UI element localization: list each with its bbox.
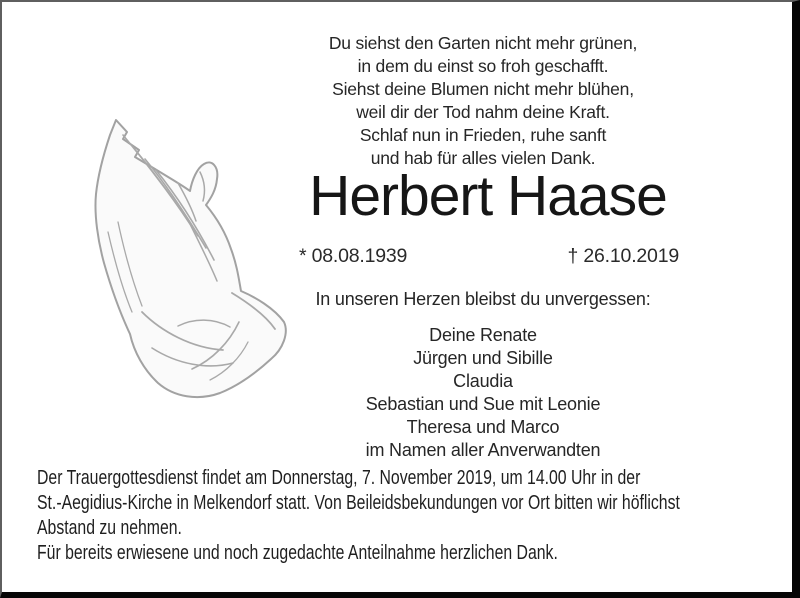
service-line: St.-Aegidius-Kirche in Melkendorf statt. Von Beileidsbekundungen vor Ort bitten wir höflichst [37,492,680,514]
poem-line: weil dir der Tod nahm deine Kraft. [356,102,610,122]
poem-line: und hab für alles vielen Dank. [370,148,596,168]
mourner-line: Jürgen und Sibille [413,348,553,368]
remembrance-line: In unseren Herzen bleibst du unvergessen: [315,289,651,309]
service-announcement [37,466,780,566]
poem-line: in dem du einst so froh geschafft. [357,56,609,76]
poem-line: Du siehst den Garten nicht mehr grünen, [328,33,638,53]
mourner-line: Claudia [453,371,513,391]
mourners-list [183,324,783,462]
service-line: Der Trauergottesdienst findet am Donnerstag, 7. November 2019, um 14.00 Uhr in der [37,467,641,489]
mourner-line: Sebastian und Sue mit Leonie [365,394,601,414]
deceased-name: Herbert Haase [309,164,667,228]
mourner-line: im Namen aller Anverwandten [365,440,601,460]
birth-date: * 08.08.1939 [299,245,408,267]
mourner-line: Theresa und Marco [406,417,560,437]
mourner-line: Deine Renate [429,325,537,345]
service-line: Für bereits erwiesene und noch zugedachte Anteilnahme herzlichen Dank. [37,542,558,564]
life-dates [299,245,679,268]
service-line: Abstand zu nehmen. [37,517,182,539]
death-date: † 26.10.2019 [567,245,679,267]
poem-line: Siehst deine Blumen nicht mehr blühen, [332,79,634,99]
poem-line: Schlaf nun in Frieden, ruhe sanft [359,125,607,145]
